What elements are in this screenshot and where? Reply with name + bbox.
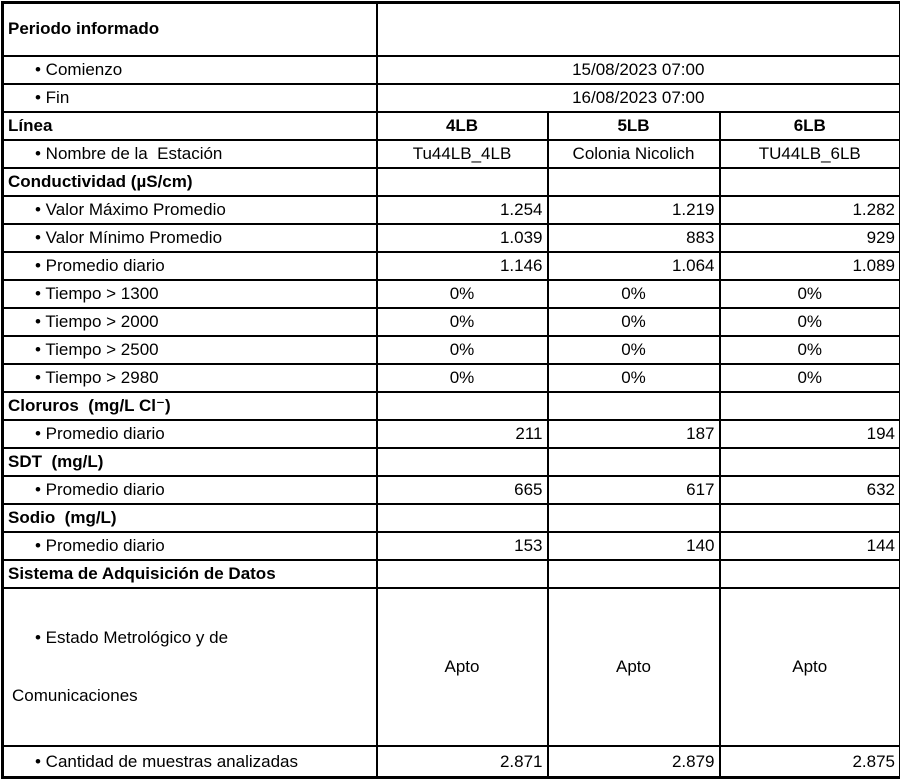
fin-value: 16/08/2023 07:00	[377, 84, 900, 112]
label-valor-maximo: • Valor Máximo Promedio	[3, 196, 377, 224]
row-valor-minimo-promedio	[3, 224, 900, 252]
row-tiempo-2000	[3, 308, 900, 336]
valor-maximo-4lb: 1.254	[377, 196, 548, 224]
tiempo-2500-4lb: 0%	[377, 336, 548, 364]
row-promedio-diario-sdt	[3, 476, 900, 504]
label-estado-line1: • Estado Metrológico y de	[12, 628, 372, 648]
station-name-5lb: Colonia Nicolich	[548, 140, 720, 168]
empty-cell	[548, 392, 720, 420]
periodo-informado-value	[377, 3, 900, 56]
label-estado-line2: Comunicaciones	[12, 686, 372, 706]
empty-cell	[548, 560, 720, 588]
label-sodio: Sodio (mg/L)	[3, 504, 377, 532]
promedio-diario-6lb: 1.089	[720, 252, 900, 280]
label-tiempo-1300: • Tiempo > 1300	[3, 280, 377, 308]
label-estado-metrologico	[3, 588, 377, 746]
estado-5lb: Apto	[548, 588, 720, 746]
comienzo-value: 15/08/2023 07:00	[377, 56, 900, 84]
label-cloruros: Cloruros (mg/L Cl⁻)	[3, 392, 377, 420]
row-tiempo-2500	[3, 336, 900, 364]
column-header-5lb: 5LB	[548, 112, 720, 140]
row-fin	[3, 84, 900, 112]
row-conductividad-header	[3, 168, 900, 196]
cloruros-promedio-5lb: 187	[548, 420, 720, 448]
empty-cell	[720, 168, 900, 196]
empty-cell	[720, 448, 900, 476]
row-sdt-header	[3, 448, 900, 476]
empty-cell	[377, 448, 548, 476]
muestras-5lb: 2.879	[548, 746, 720, 778]
empty-cell	[720, 392, 900, 420]
label-fin: • Fin	[3, 84, 377, 112]
label-tiempo-2980: • Tiempo > 2980	[3, 364, 377, 392]
label-nombre-estacion: • Nombre de la Estación	[3, 140, 377, 168]
row-estado-metrologico	[3, 588, 900, 746]
label-promedio-diario: • Promedio diario	[3, 476, 377, 504]
valor-minimo-4lb: 1.039	[377, 224, 548, 252]
empty-cell	[377, 504, 548, 532]
empty-cell	[548, 448, 720, 476]
muestras-6lb: 2.875	[720, 746, 900, 778]
valor-minimo-5lb: 883	[548, 224, 720, 252]
tiempo-2500-6lb: 0%	[720, 336, 900, 364]
row-valor-maximo-promedio	[3, 196, 900, 224]
label-tiempo-2500: • Tiempo > 2500	[3, 336, 377, 364]
report-table	[1, 1, 900, 779]
sodio-promedio-6lb: 144	[720, 532, 900, 560]
valor-minimo-6lb: 929	[720, 224, 900, 252]
station-name-6lb: TU44LB_6LB	[720, 140, 900, 168]
row-cantidad-muestras	[3, 746, 900, 778]
valor-maximo-6lb: 1.282	[720, 196, 900, 224]
valor-maximo-5lb: 1.219	[548, 196, 720, 224]
tiempo-1300-4lb: 0%	[377, 280, 548, 308]
row-nombre-estacion	[3, 140, 900, 168]
row-comienzo	[3, 56, 900, 84]
label-cantidad-muestras: • Cantidad de muestras analizadas	[3, 746, 377, 778]
row-sistema-adquisicion-header	[3, 560, 900, 588]
tiempo-2980-5lb: 0%	[548, 364, 720, 392]
muestras-4lb: 2.871	[377, 746, 548, 778]
sdt-promedio-6lb: 632	[720, 476, 900, 504]
tiempo-1300-6lb: 0%	[720, 280, 900, 308]
sodio-promedio-5lb: 140	[548, 532, 720, 560]
sodio-promedio-4lb: 153	[377, 532, 548, 560]
row-linea	[3, 112, 900, 140]
row-tiempo-2980	[3, 364, 900, 392]
empty-cell	[377, 560, 548, 588]
empty-cell	[377, 392, 548, 420]
tiempo-2500-5lb: 0%	[548, 336, 720, 364]
label-promedio-diario: • Promedio diario	[3, 420, 377, 448]
column-header-4lb: 4LB	[377, 112, 548, 140]
row-promedio-diario-cloruros	[3, 420, 900, 448]
tiempo-2000-6lb: 0%	[720, 308, 900, 336]
cloruros-promedio-6lb: 194	[720, 420, 900, 448]
promedio-diario-4lb: 1.146	[377, 252, 548, 280]
empty-cell	[720, 504, 900, 532]
sdt-promedio-5lb: 617	[548, 476, 720, 504]
tiempo-2000-5lb: 0%	[548, 308, 720, 336]
station-name-4lb: Tu44LB_4LB	[377, 140, 548, 168]
row-cloruros-header	[3, 392, 900, 420]
estado-6lb: Apto	[720, 588, 900, 746]
row-tiempo-1300	[3, 280, 900, 308]
label-valor-minimo: • Valor Mínimo Promedio	[3, 224, 377, 252]
tiempo-2000-4lb: 0%	[377, 308, 548, 336]
empty-cell	[720, 560, 900, 588]
sdt-promedio-4lb: 665	[377, 476, 548, 504]
label-tiempo-2000: • Tiempo > 2000	[3, 308, 377, 336]
label-sistema-adquisicion: Sistema de Adquisición de Datos	[3, 560, 377, 588]
estado-4lb: Apto	[377, 588, 548, 746]
label-conductividad: Conductividad (µS/cm)	[3, 168, 377, 196]
tiempo-2980-4lb: 0%	[377, 364, 548, 392]
empty-cell	[377, 168, 548, 196]
row-sodio-header	[3, 504, 900, 532]
tiempo-1300-5lb: 0%	[548, 280, 720, 308]
label-comienzo: • Comienzo	[3, 56, 377, 84]
label-periodo-informado: Periodo informado	[3, 3, 377, 56]
row-promedio-diario-conductividad	[3, 252, 900, 280]
label-linea: Línea	[3, 112, 377, 140]
tiempo-2980-6lb: 0%	[720, 364, 900, 392]
empty-cell	[548, 504, 720, 532]
label-promedio-diario: • Promedio diario	[3, 252, 377, 280]
label-promedio-diario: • Promedio diario	[3, 532, 377, 560]
cloruros-promedio-4lb: 211	[377, 420, 548, 448]
column-header-6lb: 6LB	[720, 112, 900, 140]
promedio-diario-5lb: 1.064	[548, 252, 720, 280]
row-promedio-diario-sodio	[3, 532, 900, 560]
empty-cell	[548, 168, 720, 196]
label-sdt: SDT (mg/L)	[3, 448, 377, 476]
row-periodo-informado	[3, 3, 900, 56]
